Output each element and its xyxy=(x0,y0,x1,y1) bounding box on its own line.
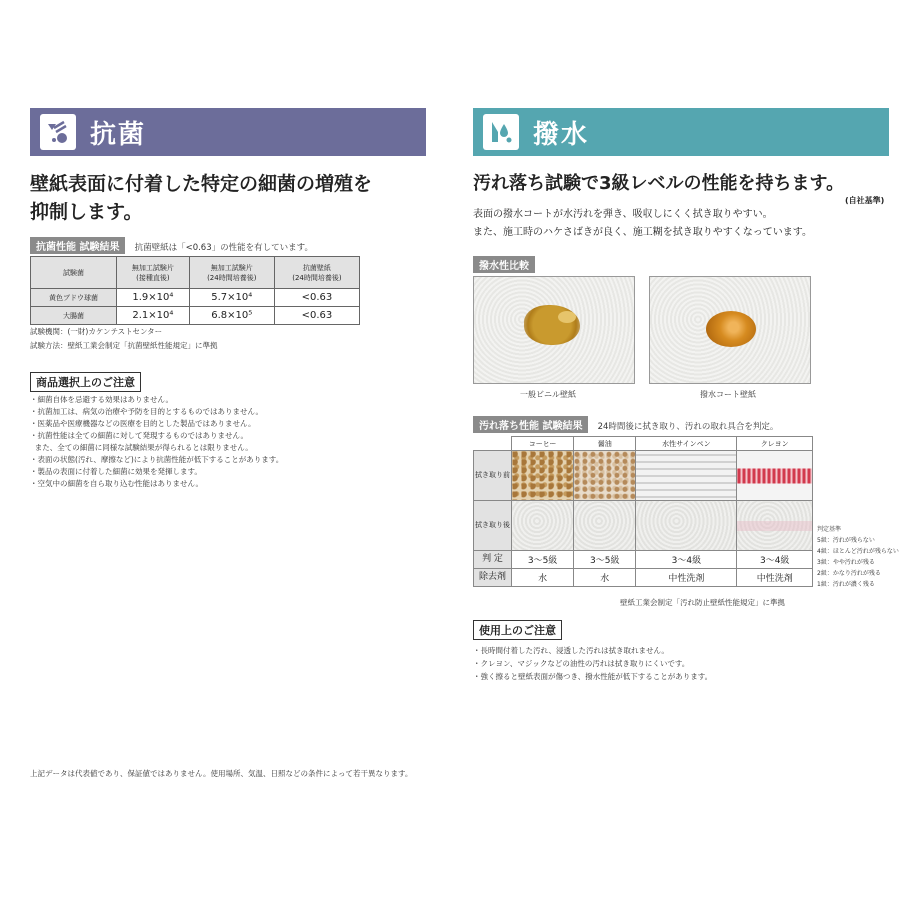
result-header xyxy=(30,235,313,254)
list-item: ・抗菌加工は、病気の治療や予防を目的とするものではありません。 xyxy=(30,407,263,416)
list-item: ・空気中の細菌を自ら取り込む性能はありません。 xyxy=(30,479,203,488)
result-note: 抗菌壁紙は「<0.63」の性能を有しています。 xyxy=(134,243,313,253)
list-item: ・細菌自体を忌避する効果はありません。 xyxy=(30,395,173,404)
list-item: ・抗菌性能は全ての細菌に対して発現するものではありません。 xyxy=(30,431,248,440)
list-item: 3級：やや汚れが残る xyxy=(817,559,875,566)
crayon-before-swatch xyxy=(737,451,813,501)
after-label: 拭き取り後 xyxy=(474,501,512,551)
beaded-drop xyxy=(706,311,756,347)
soy-sauce-after-swatch xyxy=(574,501,636,551)
water-repellent-banner xyxy=(473,108,889,156)
result-tag: 抗菌性能 試験結果 xyxy=(30,237,125,254)
table-row xyxy=(474,501,813,551)
list-item: ・製品の表面に付着した細菌に効果を発揮します。 xyxy=(30,467,202,476)
table-cell: 中性洗剤 xyxy=(636,569,737,587)
photo2-caption: 撥水コート壁紙 xyxy=(700,390,756,399)
column-header: 水性サインペン xyxy=(636,437,737,451)
table-header: 抗菌壁紙 (24時間培養後) xyxy=(274,257,359,289)
antibacterial-banner xyxy=(30,108,426,156)
table-cell: 水 xyxy=(574,569,636,587)
list-item: 1級：汚れが濃く残る xyxy=(817,581,875,588)
vinyl-wallpaper-photo xyxy=(473,276,635,384)
stain-tag: 汚れ落ち性能 試験結果 xyxy=(473,416,588,433)
list-item: ・強く擦ると壁紙表面が傷つき、撥水性能が低下することがあります。 xyxy=(473,672,713,681)
criteria-title: 判定基準 xyxy=(817,526,842,533)
table-cell: 黄色ブドウ球菌 xyxy=(31,289,117,307)
compare-header xyxy=(473,254,535,273)
photo1-caption: 一般ビニル壁紙 xyxy=(520,390,576,399)
antibacterial-headline xyxy=(30,170,430,226)
footer-note: 上記データは代表値であり、保証値ではありません。使用場所、気温、日照などの条件によって若干異なります。 xyxy=(30,769,413,778)
list-item: ・表面の状態(汚れ、摩擦など)により抗菌性能が低下することがあります。 xyxy=(30,455,284,464)
antibacterial-table xyxy=(30,256,360,325)
table-cell: <0.63 xyxy=(274,289,359,307)
stain-header xyxy=(473,414,778,433)
stain-standard: 壁紙工業会制定「汚れ防止壁紙性能規定」に準拠 xyxy=(620,598,785,607)
stain-table xyxy=(473,436,813,587)
table-cell: 3〜4級 xyxy=(737,551,813,569)
water-repellent-description xyxy=(473,206,893,242)
table-header: 試験菌 xyxy=(31,257,117,289)
test-method: 試験方法：壁紙工業会制定「抗菌壁紙性能規定」に準拠 xyxy=(30,341,218,350)
table-row xyxy=(31,307,360,325)
list-item: 2級：かなり汚れが残る xyxy=(817,570,881,577)
remover-label: 除去剤 xyxy=(474,569,512,587)
marker-before-swatch xyxy=(636,451,737,501)
antibacterial-icon xyxy=(40,114,76,150)
table-cell: 大腸菌 xyxy=(31,307,117,325)
column-header: コーヒー xyxy=(512,437,574,451)
list-item: 4級：ほとんど汚れが残らない xyxy=(817,548,899,555)
column-header: 醤油 xyxy=(574,437,636,451)
compare-tag: 撥水性比較 xyxy=(473,256,535,273)
table-header: 無加工試験片 (接種直後) xyxy=(117,257,190,289)
table-row xyxy=(31,289,360,307)
coated-wallpaper-photo xyxy=(649,276,811,384)
table-cell: 3〜4級 xyxy=(636,551,737,569)
table-cell: 2.1×10⁴ xyxy=(117,307,190,325)
list-item: 5級：汚れが残らない xyxy=(817,537,875,544)
corner-cell xyxy=(474,437,512,451)
caution-list xyxy=(30,394,430,490)
drop-highlight xyxy=(558,311,576,323)
table-row xyxy=(474,569,813,587)
table-cell: <0.63 xyxy=(274,307,359,325)
table-cell: 中性洗剤 xyxy=(737,569,813,587)
headline-line-1: 壁紙表面に付着した特定の細菌の増殖を xyxy=(30,173,373,195)
list-item: ・医薬品や医療機器などの医療を目的とした製品ではありません。 xyxy=(30,419,256,428)
table-cell: 3〜5級 xyxy=(512,551,574,569)
water-drop-icon xyxy=(483,114,519,150)
table-cell: 水 xyxy=(512,569,574,587)
coffee-after-swatch xyxy=(512,501,574,551)
usage-list xyxy=(473,644,893,683)
list-item: また、全ての細菌に同様な試験結果が得られるとは限りません。 xyxy=(30,443,253,452)
table-row xyxy=(474,451,813,501)
table-cell: 5.7×10⁴ xyxy=(189,289,274,307)
description-line-1: 表面の撥水コートが水汚れを弾き、吸収しにくく拭き取りやすい。 xyxy=(473,209,773,220)
soy-sauce-before-swatch xyxy=(574,451,636,501)
test-organization: 試験機関：(一財)カケンテストセンター xyxy=(30,327,163,336)
table-cell: 3〜5級 xyxy=(574,551,636,569)
usage-title: 使用上のご注意 xyxy=(473,620,562,640)
table-cell: 1.9×10⁴ xyxy=(117,289,190,307)
before-label: 拭き取り前 xyxy=(474,451,512,501)
list-item: ・クレヨン、マジックなどの油性の汚れは拭き取りにくいです。 xyxy=(473,659,690,668)
antibacterial-title: 抗菌 xyxy=(90,119,147,150)
table-row xyxy=(474,551,813,569)
water-repellent-headline: 汚れ落ち試験で3級レベルの性能を持ちます。 xyxy=(473,173,845,194)
column-header: クレヨン xyxy=(737,437,813,451)
crayon-after-swatch xyxy=(737,501,813,551)
marker-after-swatch xyxy=(636,501,737,551)
self-standard: (自社基準) xyxy=(845,196,885,205)
stain-note: 24時間後に拭き取り、汚れの取れ具合を判定。 xyxy=(597,422,779,432)
table-cell: 6.8×10⁵ xyxy=(189,307,274,325)
judging-criteria xyxy=(817,524,899,590)
coffee-before-swatch xyxy=(512,451,574,501)
list-item: ・長時間付着した汚れ、浸透した汚れは拭き取れません。 xyxy=(473,646,669,655)
headline-line-2: 抑制します。 xyxy=(30,201,143,223)
caution-title: 商品選択上のご注意 xyxy=(30,372,141,392)
judge-label: 判 定 xyxy=(474,551,512,569)
description-line-2: また、施工時のハケさばきが良く、施工糊を拭き取りやすくなっています。 xyxy=(473,227,812,238)
table-header: 無加工試験片 (24時間培養後) xyxy=(189,257,274,289)
water-repellent-title: 撥水 xyxy=(533,119,590,150)
